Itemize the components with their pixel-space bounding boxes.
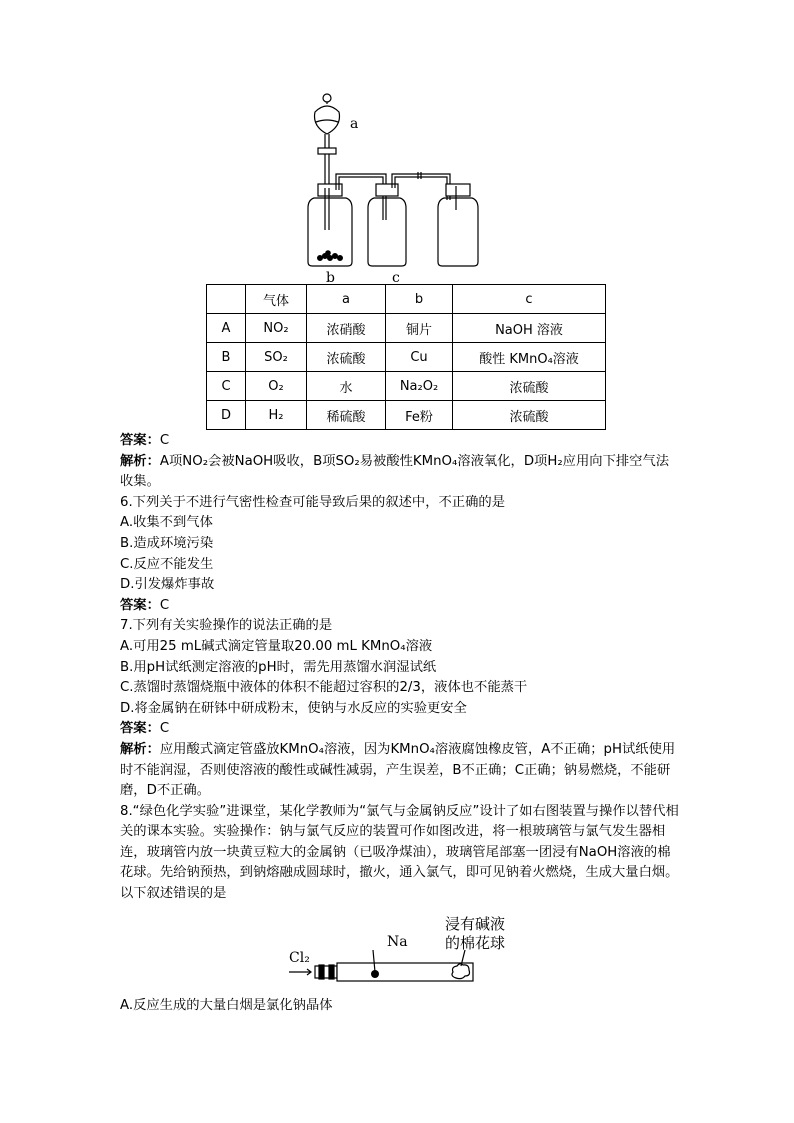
q5-analysis: 解析：A项NO₂会被NaOH吸收，B项SO₂易被酸性KMnO₄溶液氧化，D项H₂应用向下排空气法收集。 xyxy=(120,453,670,490)
q6-answer: 答案：C xyxy=(120,597,170,613)
table-cell: 浓硝酸 xyxy=(307,314,386,343)
q7-analysis: 解析：应用酸式滴定管盛放KMnO₄溶液，因为KMnO₄溶液腐蚀橡皮管，A不正确；pH试纸使用时不能润湿，否则使溶液的酸性或碱性减弱，产生误差，B不正确；C正确；钠易燃烧，不能研磨，D不正确。 xyxy=(120,741,676,799)
label-c: c xyxy=(392,270,400,285)
table-cell: 浓硫酸 xyxy=(453,401,606,430)
q6-option: A.收集不到气体 xyxy=(120,515,213,531)
table-row xyxy=(207,372,606,401)
table-header: c xyxy=(453,285,606,314)
table-cell: Cu xyxy=(386,343,453,372)
table-cell: C xyxy=(207,372,246,401)
na-label: Na xyxy=(387,934,408,950)
table-cell: H₂ xyxy=(246,401,307,430)
table-cell: Na₂O₂ xyxy=(386,372,453,401)
sodium-chlorine-tube-figure xyxy=(285,916,525,988)
table-cell: NO₂ xyxy=(246,314,307,343)
table-cell: 铜片 xyxy=(386,314,453,343)
q8-stem: 8.“绿色化学实验”进课堂，某化学教师为“氯气与金属钠反应”设计了如右图装置与操作以替代相关的课本实验。实验操作：钠与氯气反应的装置可作如图改进，将一根玻璃管与氯气发生器相连，玻璃管内放一块黄豆粒大的金属钠（已吸净煤油），玻璃管尾部塞一团浸有NaOH溶液的棉花球。先给钠预热，到钠熔融成圆球时，撤火，通入氯气，即可见钠着火燃烧，生成大量白烟。以下叙述错误的是 xyxy=(120,803,679,902)
cl2-label: Cl₂ xyxy=(289,950,310,966)
reagent-table xyxy=(206,284,606,430)
q6-stem: 6.下列关于不进行气密性检查可能导致后果的叙述中，不正确的是 xyxy=(120,494,505,510)
table-cell: A xyxy=(207,314,246,343)
q7-option: B.用pH试纸测定溶液的pH时，需先用蒸馏水润湿试纸 xyxy=(120,659,437,675)
q7-option: A.可用25 mL碱式滴定管量取20.00 mL KMnO₄溶液 xyxy=(120,638,433,654)
cotton-label-line1: 浸有碱液 xyxy=(445,916,506,933)
table-cell: 浓硫酸 xyxy=(453,372,606,401)
q6-option: B.造成环境污染 xyxy=(120,535,214,551)
table-cell: NaOH 溶液 xyxy=(453,314,606,343)
label-a: a xyxy=(350,116,359,132)
table-header: b xyxy=(386,285,453,314)
table-row xyxy=(207,314,606,343)
table-header-row xyxy=(207,285,606,314)
table-header: 气体 xyxy=(246,285,307,314)
q5-answer: 答案：C xyxy=(120,433,170,448)
table-cell: B xyxy=(207,343,246,372)
table-cell: 酸性 KMnO₄溶液 xyxy=(453,343,606,372)
table-cell: 稀硫酸 xyxy=(307,401,386,430)
table-cell: 浓硫酸 xyxy=(307,343,386,372)
q7-stem: 7.下列有关实验操作的说法正确的是 xyxy=(120,618,333,634)
table-row xyxy=(207,401,606,430)
table-cell: SO₂ xyxy=(246,343,307,372)
question-text xyxy=(120,431,680,905)
q6-option: D.引发爆炸事故 xyxy=(120,577,215,593)
table-header xyxy=(207,285,246,314)
table-header: a xyxy=(307,285,386,314)
table-cell: D xyxy=(207,401,246,430)
label-b: b xyxy=(326,270,335,285)
table-row xyxy=(207,343,606,372)
q7-answer: 答案：C xyxy=(120,721,170,737)
cotton-label-line2: 的棉花球 xyxy=(445,934,506,952)
q7-option: D.将金属钠在研钵中研成粉末，使钠与水反应的实验更安全 xyxy=(120,700,467,716)
table-cell: O₂ xyxy=(246,372,307,401)
table-cell: Fe粉 xyxy=(386,401,453,430)
q6-option: C.反应不能发生 xyxy=(120,556,214,572)
q7-option: C.蒸馏时蒸馏烧瓶中液体的体积不能超过容积的2/3，液体也不能蒸干 xyxy=(120,680,528,696)
table-cell: 水 xyxy=(307,372,386,401)
gas-apparatus-figure xyxy=(290,90,510,285)
q8-option-a: A.反应生成的大量白烟是氯化钠晶体 xyxy=(120,998,333,1013)
